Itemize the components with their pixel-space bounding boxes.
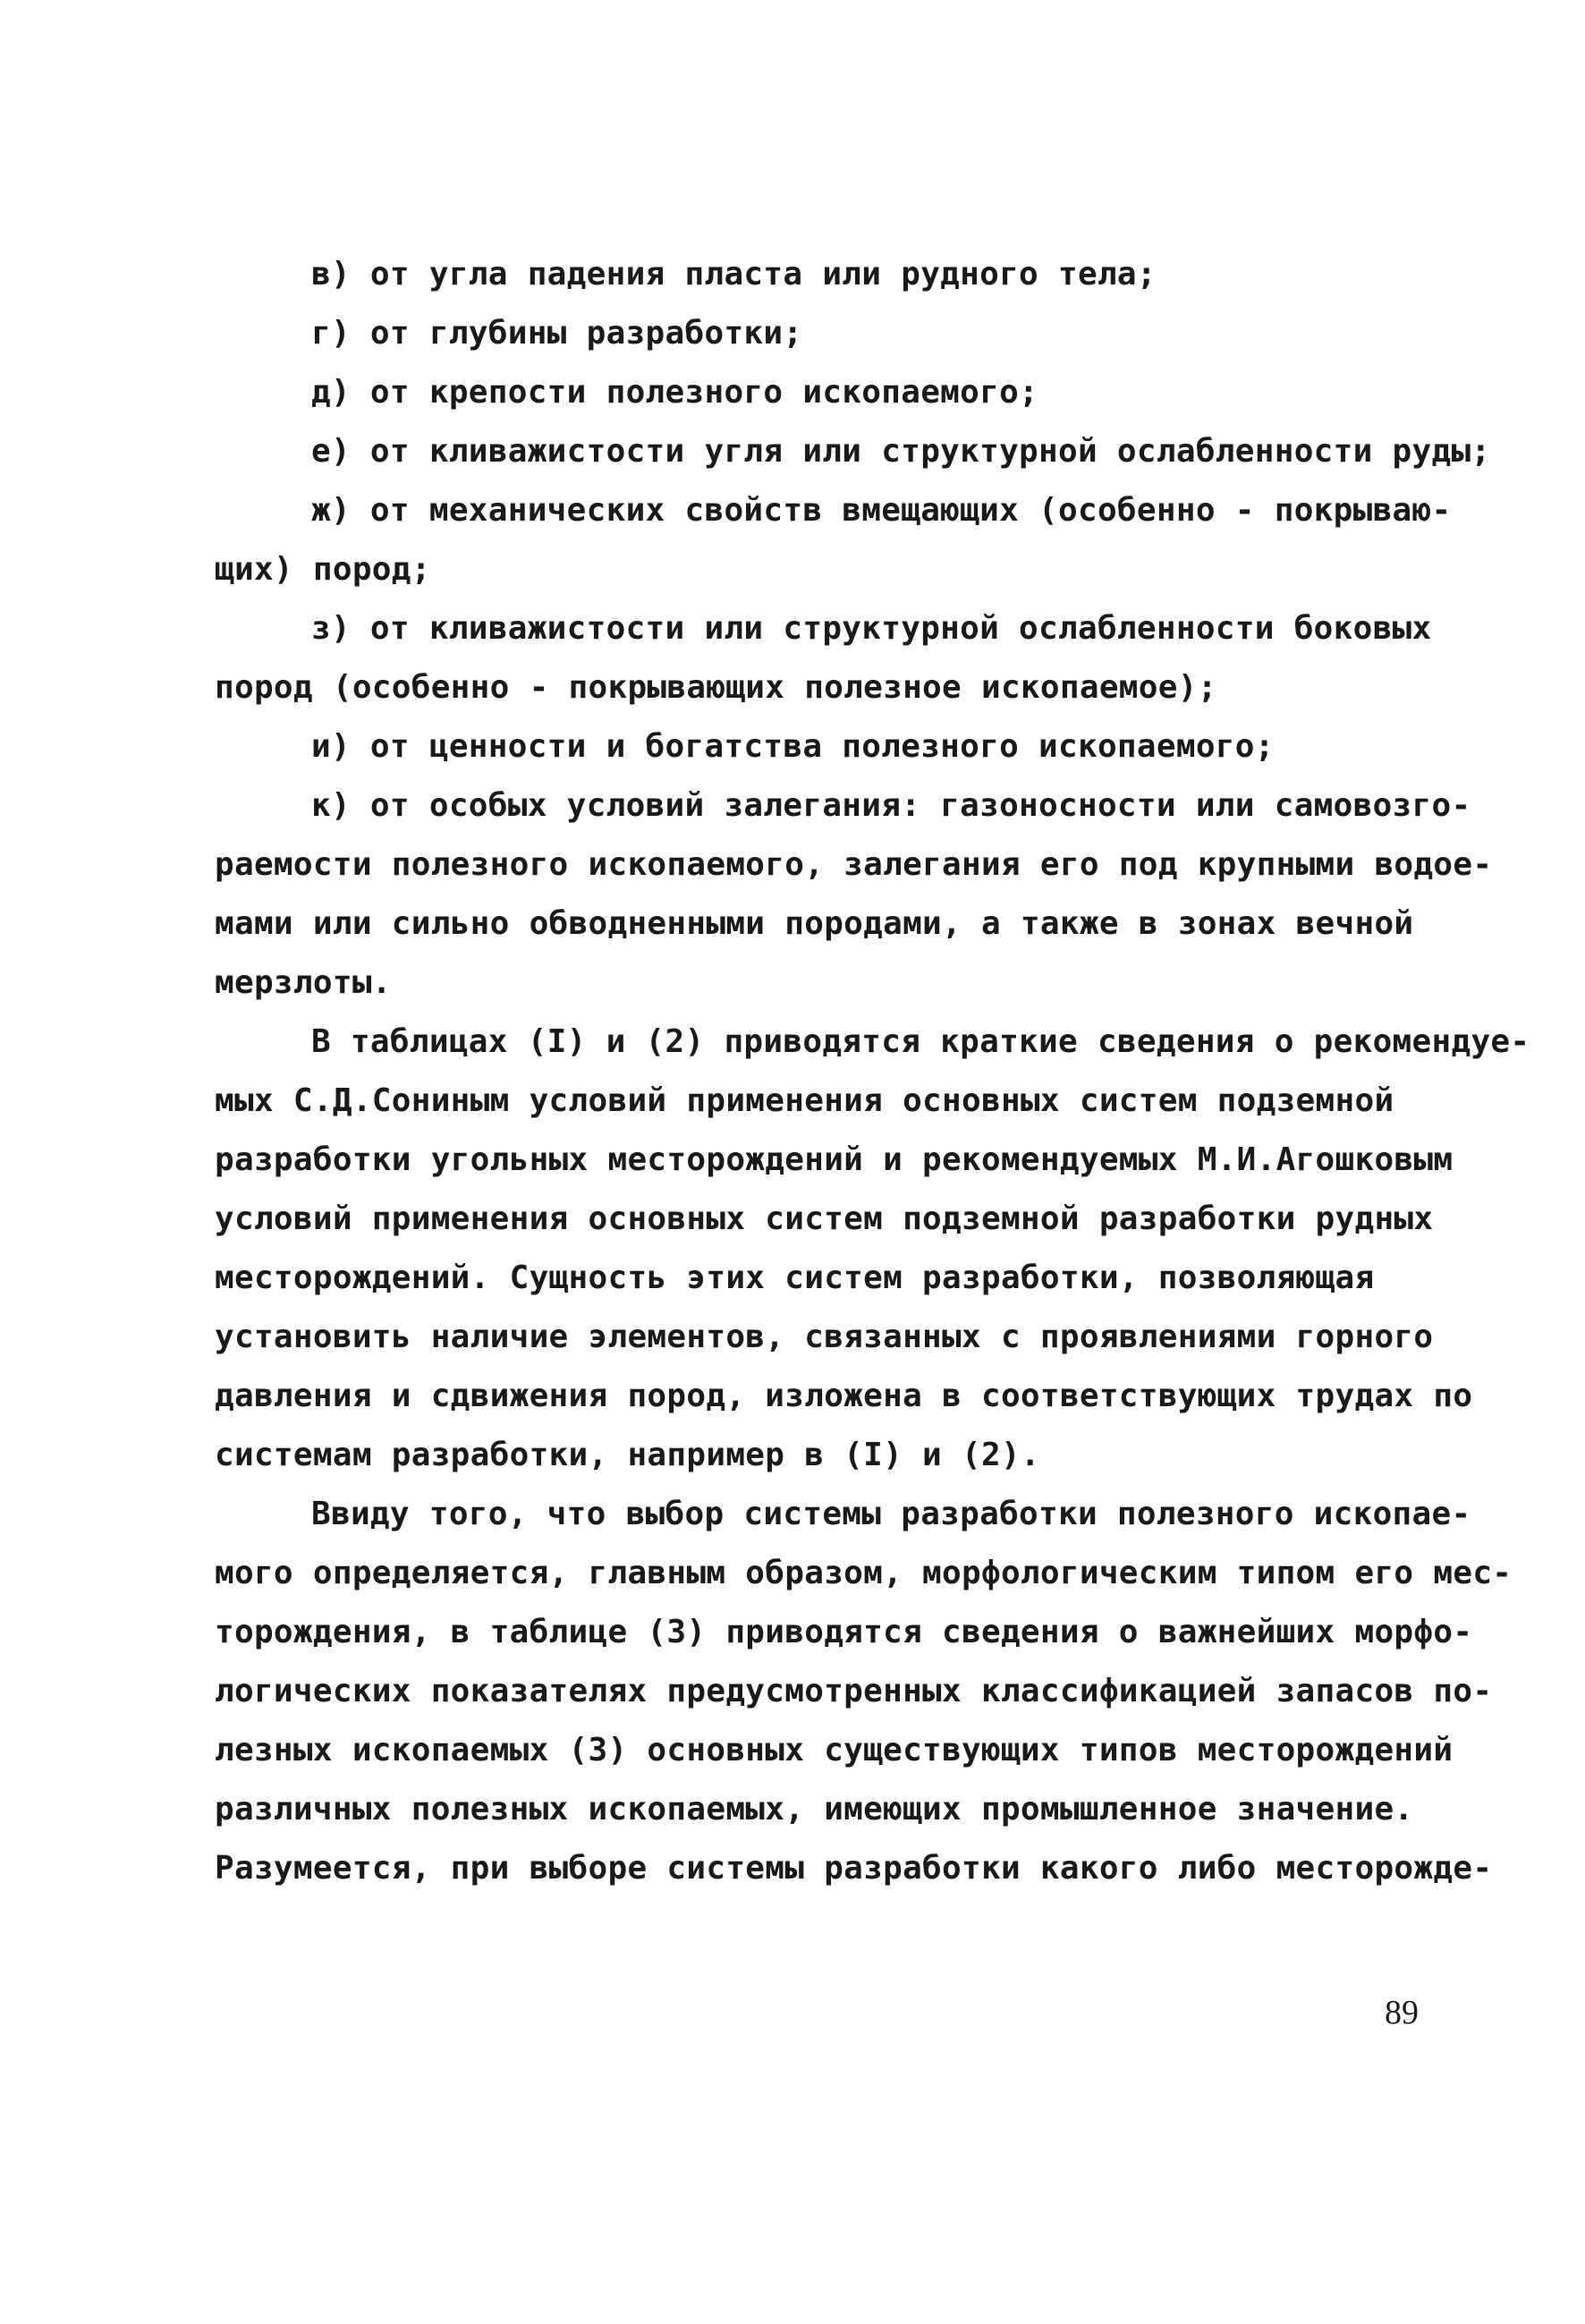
text-line: месторождений. Сущность этих систем разработки, позволяющая (215, 1260, 1375, 1296)
text-line: к) от особых условий залегания: газоносности или самовозго- (311, 787, 1471, 824)
page-number: 89 (1385, 1994, 1419, 2031)
text-line: пород (особенно - покрывающих полезное ископаемое); (215, 669, 1217, 706)
text-line: логических показателях предусмотренных классификацией запасов по- (215, 1673, 1493, 1709)
text-line: мами или сильно обводненными породами, а также в зонах вечной (215, 905, 1414, 942)
text-line: разработки угольных месторождений и рекомендуемых М.И.Агошковым (215, 1141, 1454, 1178)
text-line: мых С.Д.Сониным условий применения основных систем подземной (215, 1082, 1394, 1119)
text-line: з) от кливажистости или структурной ослабленности боковых (311, 610, 1432, 647)
text-line: е) от кливажистости угля или структурной ослабленности руды; (311, 433, 1491, 470)
text-line: в) от угла падения пласта или рудного тела; (311, 256, 1157, 293)
text-line: раемости полезного ископаемого, залегания его под крупными водое- (215, 846, 1493, 883)
text-line: торождения, в таблице (3) приводятся сведения о важнейших морфо- (215, 1614, 1473, 1650)
text-line: мерзлоты. (215, 964, 392, 1001)
text-line: щих) пород; (215, 551, 431, 588)
text-line: Ввиду того, что выбор системы разработки полезного ископае- (311, 1496, 1471, 1532)
text-line: условий применения основных систем подземной разработки рудных (215, 1200, 1434, 1237)
text-line: В таблицах (I) и (2) приводятся краткие сведения о рекомендуе- (311, 1023, 1530, 1060)
text-line: лезных ископаемых (3) основных существующих типов месторождений (215, 1732, 1454, 1768)
text-line: давления и сдвижения пород, изложена в соответствующих трудах по (215, 1378, 1473, 1414)
text-line: системам разработки, например в (I) и (2). (215, 1437, 1040, 1473)
text-line: д) от крепости полезного ископаемого; (311, 374, 1039, 411)
text-line: различных полезных ископаемых, имеющих промышленное значение. (215, 1791, 1414, 1828)
text-line: ж) от механических свойств вмещающих (особенно - покрываю- (311, 492, 1452, 529)
text-line: мого определяется, главным образом, морфологическим типом его мес- (215, 1555, 1513, 1591)
text-line: г) от глубины разработки; (311, 315, 803, 352)
text-line: и) от ценности и богатства полезного ископаемого; (311, 728, 1275, 765)
text-line: Разумеется, при выборе системы разработки какого либо месторожде- (215, 1850, 1493, 1887)
text-line: установить наличие элементов, связанных с проявлениями горного (215, 1319, 1434, 1355)
